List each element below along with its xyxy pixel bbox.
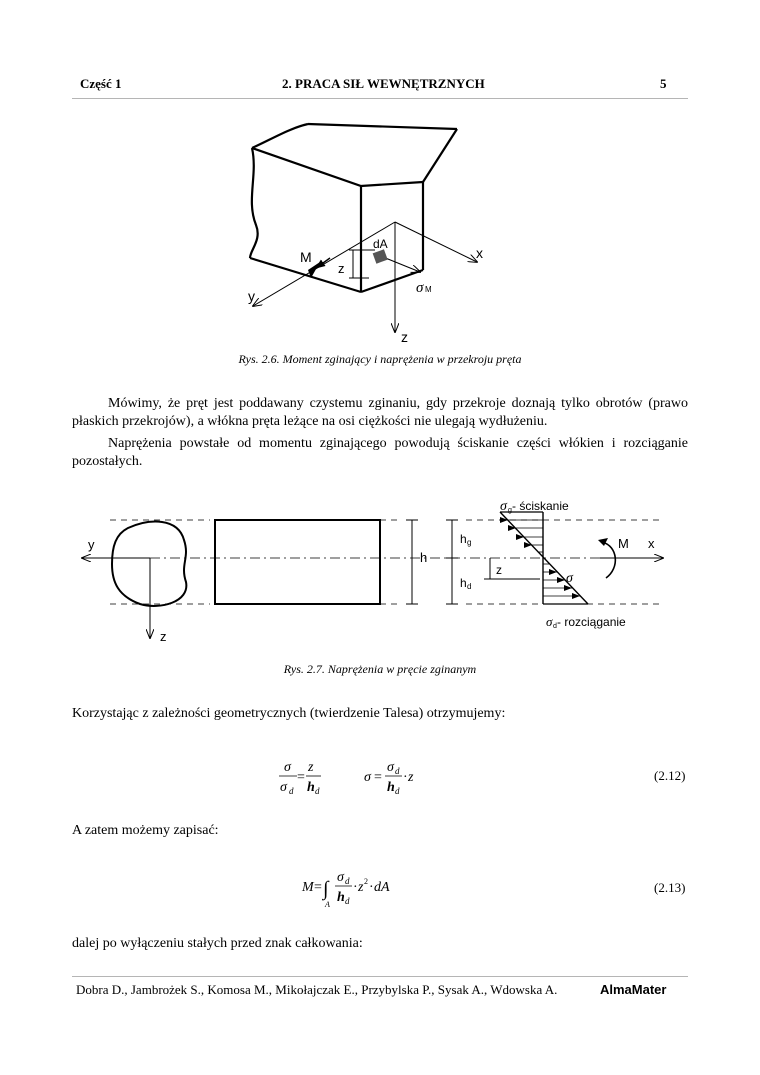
footer-brand: AlmaMater (600, 982, 667, 997)
footer-rule (72, 976, 688, 977)
eq213-two: 2 (364, 877, 368, 886)
eq212-z-num: z (308, 760, 314, 775)
dim-h (406, 520, 418, 604)
moment-arc (602, 542, 615, 578)
dim-z (484, 558, 540, 579)
figure-2-6 (0, 0, 760, 350)
label-sigma-sub: M (425, 285, 432, 294)
area-element-dA (373, 249, 388, 263)
equation-2-12 (0, 755, 760, 805)
fig27-x: x (648, 536, 655, 551)
eq213-M: M (302, 880, 314, 895)
eq213-integral: ∫ (323, 878, 329, 900)
fig27-scisk: - ściskanie (512, 499, 569, 513)
text-korzystajac: Korzystając z zależności geometrycznych (twierdzenie Talesa) otrzymujemy: (72, 706, 506, 721)
figure-2-7 (0, 490, 760, 660)
eq212-d2: d (315, 786, 320, 796)
eq212-z2: z (408, 770, 414, 785)
header-part: Część 1 (80, 76, 122, 91)
fig27-sigma-d-sub: d (553, 623, 557, 630)
eq212-d3: d (395, 766, 400, 776)
label-z-small: z (338, 261, 345, 276)
eq212-sigma-den: σ (280, 780, 287, 795)
label-sigma: σ (416, 280, 424, 296)
page-number: 5 (660, 76, 667, 91)
fig27-sigma: σ (566, 571, 573, 586)
label-y: y (248, 288, 255, 304)
text-a-zatem: A zatem możemy zapisać: (72, 823, 219, 838)
fig27-sigma-g: σ (500, 499, 507, 514)
label-dA: dA (373, 237, 388, 251)
footer-authors: Dobra D., Jambrożek S., Komosa M., Mikołajczak E., Przybylska P., Sysak A., Wdowska A. (76, 982, 558, 997)
fig27-z: z (160, 629, 167, 644)
label-z: z (401, 329, 408, 345)
eq-number-2-12: (2.12) (654, 768, 686, 783)
paragraph-1: Mówimy, że pręt jest poddawany czystemu zginaniu, gdy przekroje doznają tylko obrotów (prawo płaskich przekrojów), a włókna pręta leżące na osi ciężkości nie ulegają wydłużeniu. (72, 396, 688, 429)
header-title: 2. PRACA SIŁ WEWNĘTRZNYCH (282, 76, 485, 91)
eq212-sigma2: σ (364, 770, 371, 785)
eq-number-2-13: (2.13) (654, 880, 686, 895)
eq213-d2: d (345, 896, 350, 906)
eq212-d4: d (395, 786, 400, 796)
fig27-rozc: - rozciąganie (557, 615, 626, 629)
eq212-h: h (307, 780, 315, 795)
eq212-eq2: = (374, 770, 382, 785)
fig27-hg: h (460, 532, 467, 546)
label-x: x (476, 245, 483, 261)
eq213-h: h (337, 890, 345, 905)
eq213-dot2: · (369, 880, 374, 895)
paragraph-2: Naprężenia powstałe od momentu zginającego powodują ściskanie części włókien i rozciąganie pozostałych. (72, 436, 688, 469)
eq212-dot: · (403, 770, 408, 785)
eq213-dA: dA (374, 880, 390, 895)
fig27-sigma-g-sub: g (508, 507, 512, 514)
eq213-A: A (325, 900, 330, 909)
eq212-sigma-d-num: σ (387, 760, 394, 775)
eq212-sigma-num: σ (284, 760, 291, 775)
axes-26 (253, 222, 477, 332)
caption-2-7: Rys. 2.7. Naprężenia w pręcie zginanym (283, 662, 477, 676)
fig27-M: M (618, 536, 629, 551)
eq212-d1: d (289, 786, 294, 796)
eq212-eq1: = (297, 770, 305, 785)
fig27-y: y (88, 537, 95, 552)
label-M: M (300, 249, 312, 265)
cross-section (112, 522, 186, 606)
fig27-hg-sub: g (467, 538, 472, 547)
beam-side (215, 520, 380, 604)
equation-2-13 (0, 865, 760, 915)
fig27-hd: h (460, 576, 467, 590)
fig27-hd-sub: d (467, 582, 472, 591)
eq213-eq: = (314, 880, 322, 895)
eq213-dot1: · (353, 880, 358, 895)
eq212-h2: h (387, 780, 395, 795)
eq213-d1: d (345, 876, 350, 886)
guide-lines (110, 520, 660, 604)
eq213-sigma: σ (337, 870, 344, 885)
caption-2-6: Rys. 2.6. Moment zginający i naprężenia w przekroju pręta (238, 352, 522, 366)
eq213-z: z (358, 880, 364, 895)
text-dalej: dalej po wyłączeniu stałych przed znak całkowania: (72, 936, 363, 951)
dim-hg-hd (446, 520, 458, 604)
fig27-z-small: z (496, 563, 502, 577)
fig27-h: h (420, 550, 428, 565)
fig27-sigma-d: σ (546, 614, 553, 629)
